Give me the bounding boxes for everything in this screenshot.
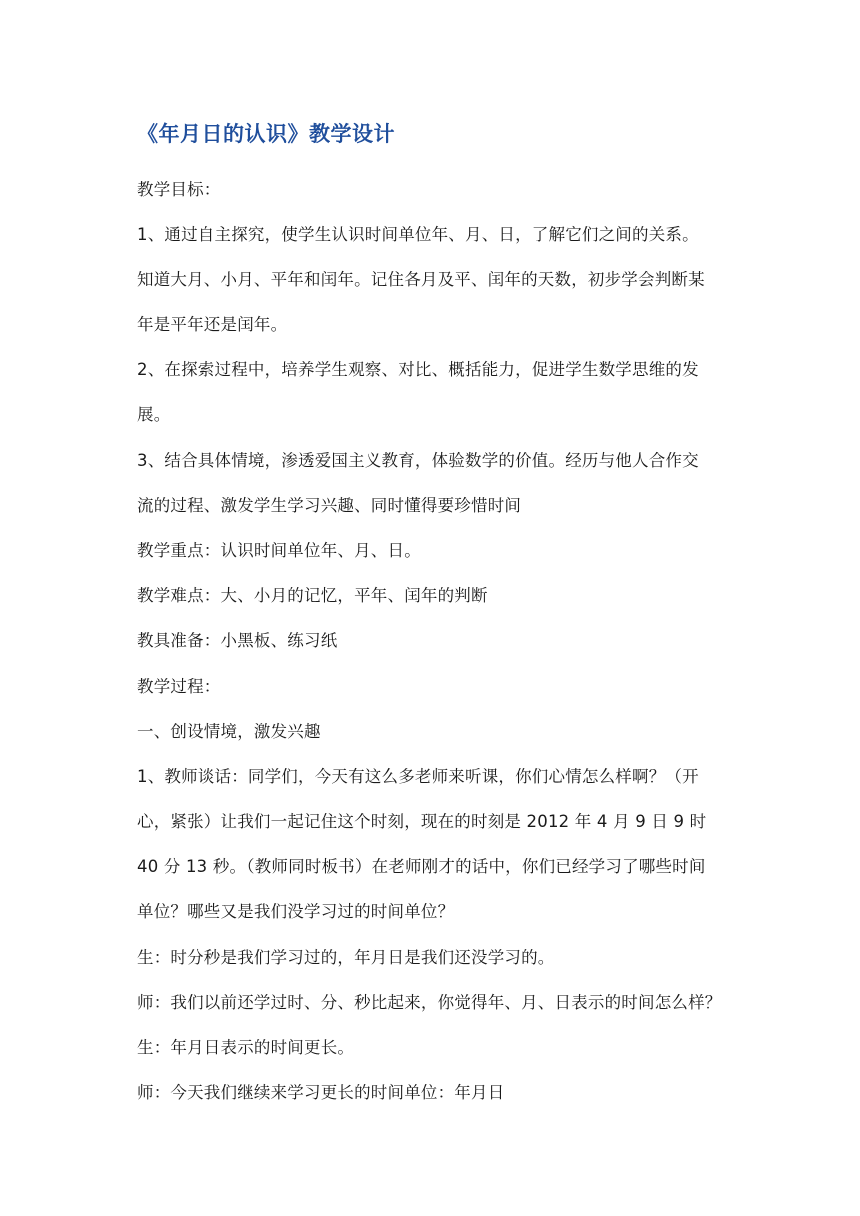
paragraph-line: 流的过程、激发学生学习兴趣、同时懂得要珍惜时间 xyxy=(137,496,522,515)
paragraph-line: 展。 xyxy=(137,405,171,424)
paragraph-line: 教学重点：认识时间单位年、月、日。 xyxy=(137,541,421,560)
paragraph-line: 心，紧张）让我们一起记住这个时刻，现在的时刻是 2012 年 4 月 9 日 9 时 xyxy=(137,812,707,831)
paragraph-line: 单位？哪些又是我们没学习过的时间单位？ xyxy=(137,902,455,921)
paragraph-line: 生：年月日表示的时间更长。 xyxy=(137,1038,355,1057)
paragraph-line: 知道大月、小月、平年和闰年。记住各月及平、闰年的天数，初步学会判断某 xyxy=(137,270,705,289)
document-title: 《年月日的认识》教学设计 xyxy=(137,122,395,146)
paragraph-line: 年是平年还是闰年。 xyxy=(137,315,288,334)
paragraph-line: 教具准备：小黑板、练习纸 xyxy=(137,631,338,650)
paragraph-line: 师：今天我们继续来学习更长的时间单位：年月日 xyxy=(137,1083,505,1102)
paragraph-line: 3、结合具体情境，渗透爱国主义教育，体验数学的价值。经历与他人合作交 xyxy=(137,451,699,470)
paragraph-line: 2、在探索过程中，培养学生观察、对比、概括能力，促进学生数学思维的发 xyxy=(137,360,699,379)
paragraph-line: 教学过程： xyxy=(137,677,221,696)
paragraph-line: 教学难点：大、小月的记忆，平年、闰年的判断 xyxy=(137,586,488,605)
paragraph-line: 师：我们以前还学过时、分、秒比起来，你觉得年、月、日表示的时间怎么样？ xyxy=(137,993,722,1012)
paragraph-line: 1、通过自主探究，使学生认识时间单位年、月、日，了解它们之间的关系。 xyxy=(137,225,699,244)
paragraph-line: 生：时分秒是我们学习过的，年月日是我们还没学习的。 xyxy=(137,948,555,967)
paragraph-line: 教学目标： xyxy=(137,180,221,199)
paragraph-line: 一、创设情境，激发兴趣 xyxy=(137,722,321,741)
paragraph-line: 40 分 13 秒。（教师同时板书）在老师刚才的话中，你们已经学习了哪些时间 xyxy=(137,857,706,876)
paragraph-line: 1、教师谈话：同学们，今天有这么多老师来听课，你们心情怎么样啊？（开 xyxy=(137,767,699,786)
